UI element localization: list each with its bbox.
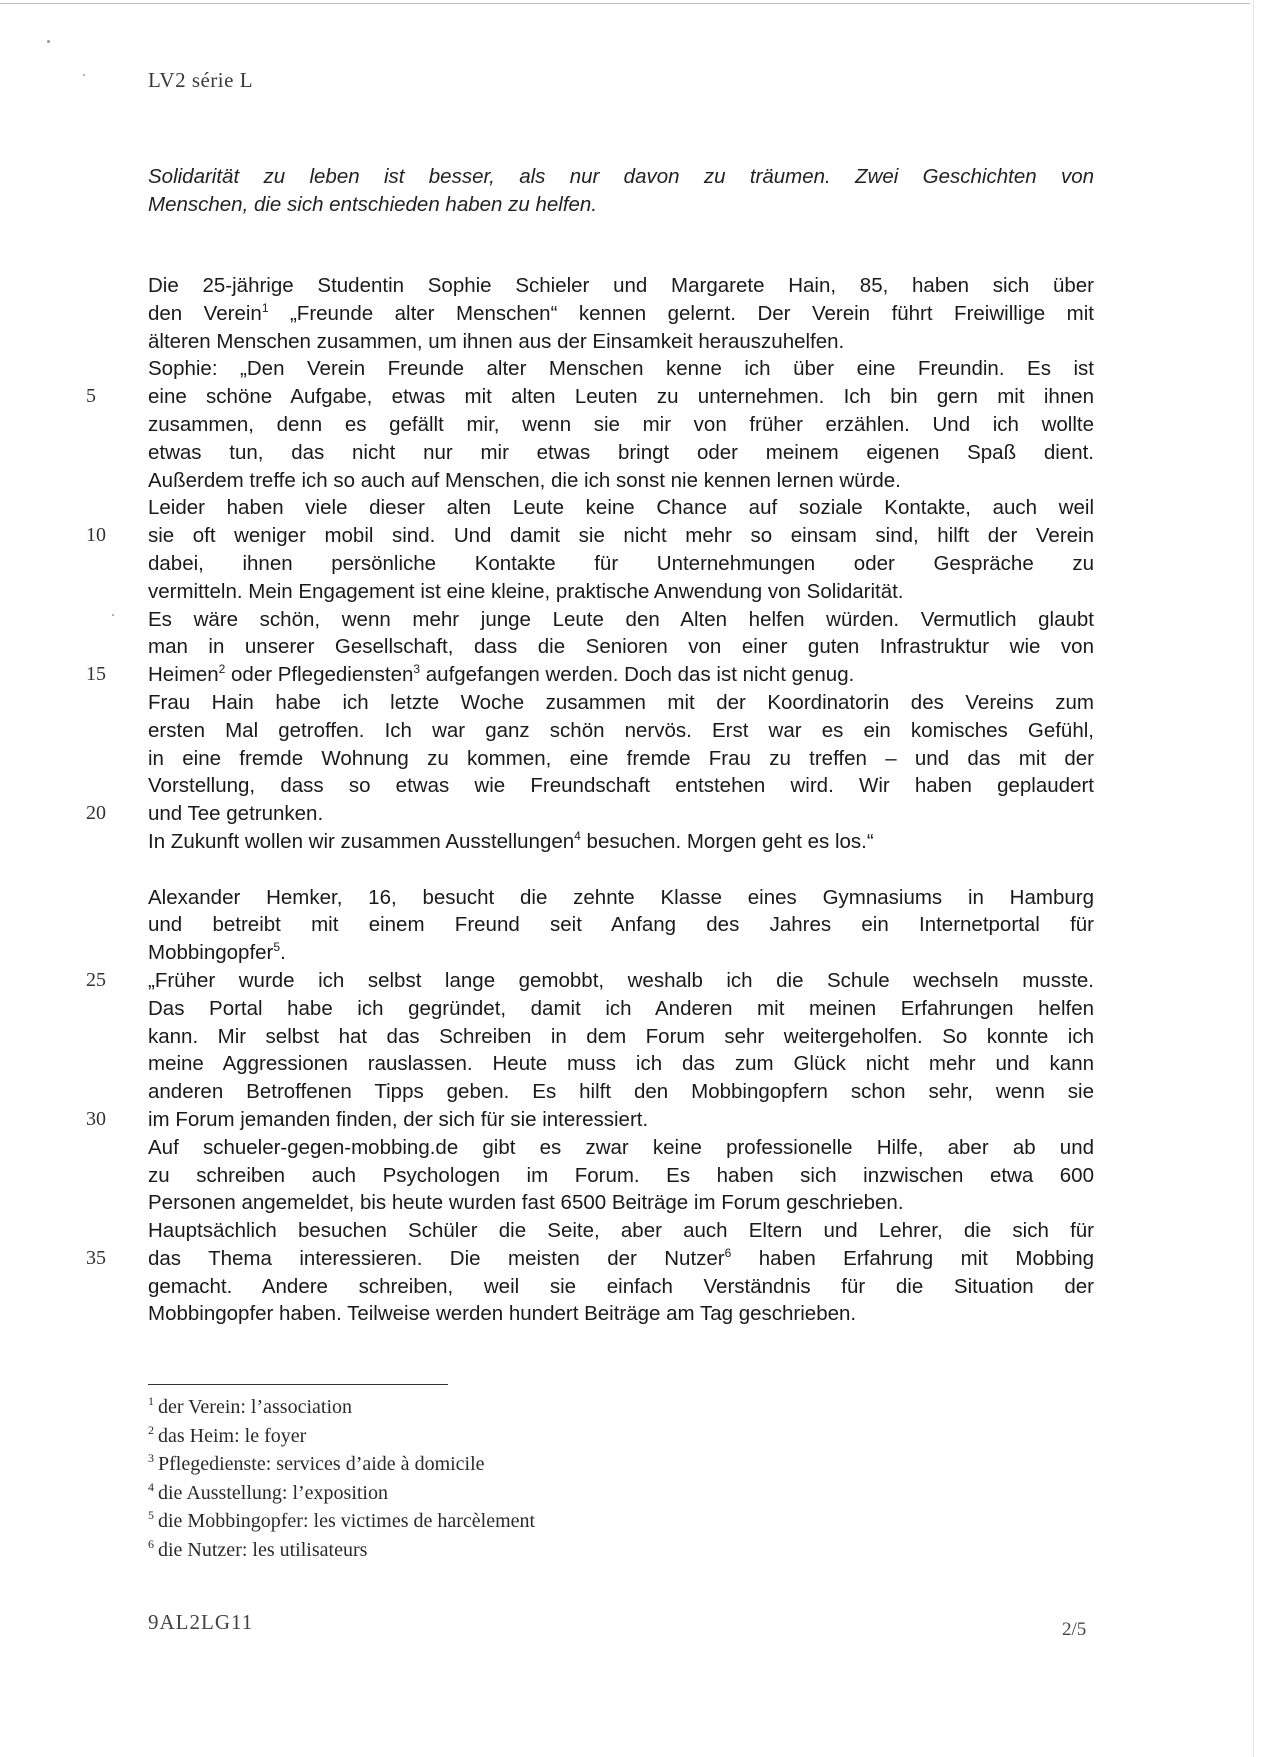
line-text: Sophie: „Den Verein Freunde alter Menschen kenne ich über eine Freundin. Es ist [148,357,1094,381]
line-text: In Zukunft wollen wir zusammen Ausstellungen [148,829,575,853]
paragraph-gap [148,856,1094,884]
line-number: 10 [86,524,106,547]
line-text: Die 25-jährige Studentin Sophie Schieler und Margarete Hain, 85, haben sich über [148,274,1094,297]
line-text: Das Portal habe ich gegründet, damit ich Anderen mit meinen Erfahrungen helfen [148,996,1094,1020]
line-text: . [280,941,286,965]
line-number: 5 [86,385,96,408]
text-line [148,439,1094,467]
line-text: vermitteln. Mein Engagement ist eine kleine, praktische Anwendung von Solidarität. [148,579,904,603]
line-text: und betreibt mit einem Freund seit Anfang des Jahres ein Internetportal für [148,913,1094,937]
line-text: Mobbingopfer haben. Teilweise werden hundert Beiträge am Tag geschrieben. [148,1302,857,1326]
text-line [148,1189,1094,1217]
footnote-number: 2 [148,1422,154,1437]
line-text: sie oft weniger mobil sind. Und damit sie nicht mehr so einsam sind, hilft der Verein [148,524,1094,548]
text-line [86,383,1094,411]
footnote-ref: 2 [218,662,226,677]
text-line [148,1217,1094,1245]
line-text: Personen angemeldet, bis heute wurden fast 6500 Beiträge im Forum geschrieben. [148,1191,904,1215]
text-line [148,995,1094,1023]
footnote-separator [148,1384,448,1385]
text-line [148,1273,1094,1301]
text-line [148,1300,1094,1328]
text-line [148,772,1094,800]
line-text: das Thema interessieren. Die meisten der Nutzer [148,1246,725,1270]
text-line [86,1245,1094,1273]
page-number: 2/5 [1062,1619,1087,1640]
line-number: 25 [86,968,106,991]
text-line [148,1023,1094,1051]
line-text: und Tee getrunken. [148,802,324,826]
line-text: den Verein [148,301,262,325]
article-body [86,272,1094,1328]
footnote-text: die Nutzer: les utilisateurs [158,1538,368,1561]
text-line [148,884,1094,912]
footnote-number: 6 [148,1536,154,1551]
line-text: älteren Menschen zusammen, um ihnen aus der Einsamkeit herauszuhelfen. [148,329,845,353]
line-text: zusammen, denn es gefällt mir, wenn sie mir von früher erzählen. Und ich wollte [148,412,1094,436]
text-line [148,633,1094,661]
footnote [148,1507,535,1536]
text-line [148,689,1094,717]
line-text: Leider haben viele dieser alten Leute keine Chance auf soziale Kontakte, auch weil [148,496,1094,520]
footnote-text: das Heim: le foyer [158,1424,307,1447]
line-number: 30 [86,1107,106,1130]
footnote-text: der Verein: l’association [158,1396,353,1418]
intro-text [148,163,1094,219]
footnote [148,1450,535,1479]
line-text: dabei, ihnen persönliche Kontakte für Unternehmungen oder Gespräche zu [148,551,1094,575]
footnote-text: die Ausstellung: l’exposition [158,1481,388,1504]
exam-code: 9AL2LG11 [148,1610,254,1634]
text-line [148,911,1094,939]
line-text: besuchen. Morgen geht es los.“ [580,829,874,853]
footnote-number: 4 [148,1479,154,1494]
line-text: Frau Hain habe ich letzte Woche zusammen mit der Koordinatorin des Vereins zum [148,690,1094,714]
line-text: „Freunde alter Menschen“ kennen gelernt. Der Verein führt Freiwillige mit [268,301,1094,325]
intro-line: Solidarität zu leben ist besser, als nur davon zu träumen. Zwei Geschichten von [148,165,1094,188]
footnote-ref: 3 [413,662,421,677]
text-line [148,745,1094,773]
footnote-ref: 1 [261,300,269,315]
scan-top-edge [0,3,1250,4]
text-line [148,272,1094,300]
text-line [148,1078,1094,1106]
line-text: oder Pflegediensten [225,663,414,687]
footnote [148,1422,535,1451]
footnote-text: die Mobbingopfer: les victimes de harcèlement [158,1510,536,1532]
text-line [86,800,1094,828]
text-line [148,606,1094,634]
line-text: eine schöne Aufgabe, etwas mit alten Leuten zu unternehmen. Ich bin gern mit ihnen [148,385,1094,409]
text-line [148,1050,1094,1078]
line-text: Hauptsächlich besuchen Schüler die Seite, aber auch Eltern und Lehrer, die sich für [148,1219,1094,1243]
scan-right-edge [1253,0,1254,1757]
line-text: gemacht. Andere schreiben, weil sie einfach Verständnis für die Situation der [148,1274,1094,1298]
line-text: man in unserer Gesellschaft, dass die Senioren von einer guten Infrastruktur wie von [148,635,1094,659]
line-text: Alexander Hemker, 16, besucht die zehnte Klasse eines Gymnasiums in Hamburg [148,885,1094,909]
line-text: haben Erfahrung mit Mobbing [731,1246,1094,1270]
footnote-number: 3 [148,1451,154,1465]
exam-header: LV2 série L [148,68,254,92]
text-line [148,1134,1094,1162]
text-line [148,1162,1094,1190]
line-number: 15 [86,663,106,686]
line-text: zu schreiben auch Psychologen im Forum. Es haben sich inzwischen etwa 600 [148,1163,1094,1187]
line-text: Es wäre schön, wenn mehr junge Leute den Alten helfen würden. Vermutlich glaubt [148,607,1094,631]
footnote [148,1479,535,1508]
line-text: meine Aggressionen rauslassen. Heute muss ich das zum Glück nicht mehr und kann [148,1052,1094,1076]
line-text: ersten Mal getroffen. Ich war ganz schön nervös. Erst war es ein komisches Gefühl, [148,718,1094,742]
line-text: Vorstellung, dass so etwas wie Freundschaft entstehen wird. Wir haben geplaudert [148,774,1094,798]
scan-speck [47,40,50,43]
footnote-ref: 5 [273,940,281,955]
text-line [148,411,1094,439]
footnote [148,1536,535,1565]
footnote-ref: 6 [724,1245,732,1260]
line-text: Mobbingopfer [148,941,274,965]
text-line [148,828,1094,856]
line-text: Auf schueler-gegen-mobbing.de gibt es zwar keine professionelle Hilfe, aber ab und [148,1135,1094,1159]
scan-speck [112,614,114,616]
line-text: kann. Mir selbst hat das Schreiben in dem Forum sehr weitergeholfen. So konnte ich [148,1024,1094,1048]
footnote-ref: 4 [574,828,581,843]
text-line [86,967,1094,995]
text-line [148,355,1094,383]
text-line [148,467,1094,495]
text-line [86,661,1094,689]
line-text: im Forum jemanden finden, der sich für sie interessiert. [148,1107,649,1131]
line-text: Heimen [148,663,219,687]
text-line [148,300,1094,328]
line-number: 20 [86,802,106,825]
line-text: Außerdem treffe ich so auch auf Menschen, die ich sonst nie kennen lernen würde. [148,468,901,492]
scan-speck [83,74,85,76]
intro-line: Menschen, die sich entschieden haben zu helfen. [148,193,598,216]
text-line [148,717,1094,745]
line-text: anderen Betroffenen Tipps geben. Es hilft den Mobbingopfern schon sehr, wenn sie [148,1080,1094,1104]
footnote-text: Pflegedienste: services d’aide à domicile [158,1453,485,1475]
text-line [148,550,1094,578]
text-line [148,494,1094,522]
footnote [148,1393,535,1422]
line-text: etwas tun, das nicht nur mir etwas bringt oder meinem eigenen Spaß dient. [148,440,1094,464]
text-line [86,522,1094,550]
line-text: in eine fremde Wohnung zu kommen, eine fremde Frau zu treffen – und das mit der [148,746,1094,770]
footnotes [148,1393,535,1564]
text-line [148,939,1094,967]
line-number: 35 [86,1246,106,1269]
line-text: aufgefangen werden. Doch das ist nicht genug. [420,663,855,687]
footnote-number: 5 [148,1508,154,1522]
text-line [86,1106,1094,1134]
footnote-number: 1 [148,1394,154,1408]
text-line [148,578,1094,606]
text-line [148,328,1094,356]
line-text: „Früher wurde ich selbst lange gemobbt, weshalb ich die Schule wechseln musste. [148,968,1094,992]
